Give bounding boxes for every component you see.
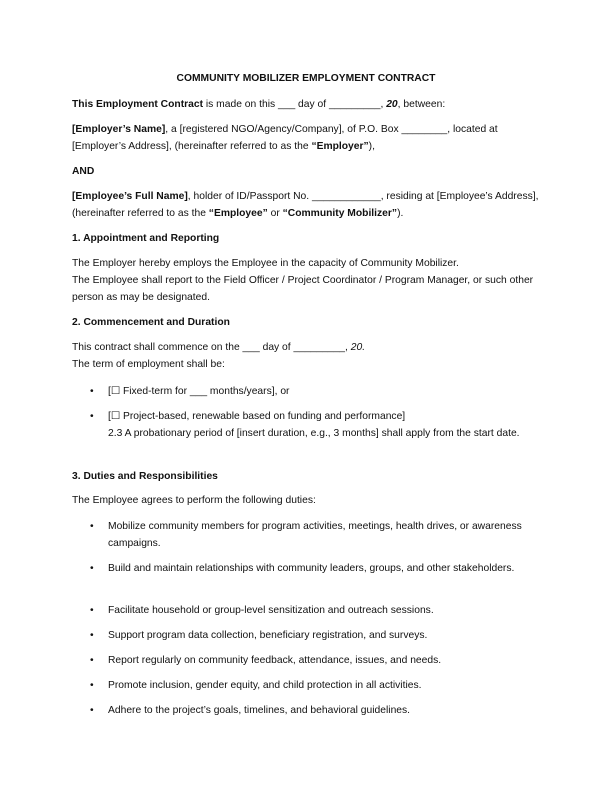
- section-2-line-1-text: This contract shall commence on the ___ day of _________,: [72, 342, 351, 353]
- employee-text-2: ).: [397, 208, 404, 219]
- duty-text: Build and maintain relationships with community leaders, groups, and other stakeholders.: [108, 563, 515, 574]
- term-option-fixed: [90, 383, 540, 400]
- duty-item: [90, 702, 540, 719]
- employee-text-1: , holder of ID/Passport No. ____________, residing at [Employee’s Address], (hereinafter referred to as the: [72, 191, 539, 219]
- intro-year: 20: [386, 99, 398, 110]
- employee-ref-1: “Employee”: [208, 208, 268, 219]
- bullet-icon: •: [90, 630, 94, 641]
- employer-ref: “Employer”: [311, 141, 369, 152]
- section-1-line-2: The Employee shall report to the Field Officer / Project Coordinator / Program Manager, or such other person as may be designated.: [72, 275, 534, 303]
- bullet-icon: •: [90, 521, 94, 532]
- section-2-line-2: The term of employment shall be:: [72, 359, 225, 370]
- section-3-heading: 3. Duties and Responsibilities: [72, 471, 218, 482]
- duty-text: Report regularly on community feedback, attendance, issues, and needs.: [108, 655, 442, 666]
- intro-text-1: is made on this ___ day of _________,: [203, 99, 387, 110]
- employee-ref-2: “Community Mobilizer”: [282, 208, 398, 219]
- employee-mid: or: [267, 208, 283, 219]
- duties-list-3: [90, 627, 540, 644]
- section-2-heading: 2. Commencement and Duration: [72, 317, 230, 328]
- duties-list-2: [90, 602, 540, 619]
- duties-list-6: [90, 702, 540, 719]
- duty-text: Promote inclusion, gender equity, and child protection in all activities.: [108, 680, 422, 691]
- employer-text-2: ),: [368, 141, 375, 152]
- and-separator: AND: [72, 166, 95, 177]
- term-options-list: [90, 383, 540, 400]
- duty-item: [90, 627, 540, 644]
- section-1-heading: 1. Appointment and Reporting: [72, 233, 220, 244]
- bullet-icon: •: [90, 605, 94, 616]
- probation-clause: 2.3 A probationary period of [insert duration, e.g., 3 months] shall apply from the start date.: [108, 428, 520, 439]
- intro-text-2: , between:: [397, 99, 446, 110]
- section-2-line-1: [72, 339, 542, 356]
- employer-text-1: , a [registered NGO/Agency/Company], of P.O. Box ________, located at [Employer’s Address], (hereinafter referred to as the: [72, 124, 498, 152]
- duty-text: Adhere to the project’s goals, timelines, and behavioral guidelines.: [108, 705, 411, 716]
- section-2-line-1-year: 20.: [350, 342, 366, 353]
- duty-item: [90, 560, 540, 577]
- term-options-list-2: [90, 408, 540, 442]
- duty-item: [90, 602, 540, 619]
- duties-list-4: [90, 652, 540, 669]
- employer-paragraph: [72, 121, 542, 155]
- term-option-project: [90, 408, 540, 442]
- duties-list-1: [90, 560, 540, 577]
- employee-name: [Employee’s Full Name]: [72, 191, 188, 202]
- document-title: COMMUNITY MOBILIZER EMPLOYMENT CONTRACT: [176, 73, 436, 84]
- duty-item: [90, 677, 540, 694]
- term-option-text: [☐ Fixed-term for ___ months/years], or: [108, 386, 290, 397]
- intro-paragraph: [72, 96, 542, 113]
- employer-name: [Employer’s Name]: [72, 124, 166, 135]
- section-3-intro: The Employee agrees to perform the following duties:: [72, 495, 316, 506]
- duty-text: Support program data collection, beneficiary registration, and surveys.: [108, 630, 428, 641]
- bullet-icon: •: [90, 563, 94, 574]
- bullet-icon: •: [90, 411, 94, 422]
- section-1-line-1: The Employer hereby employs the Employee in the capacity of Community Mobilizer.: [72, 258, 459, 269]
- duty-text: Mobilize community members for program activities, meetings, health drives, or awareness campaigns.: [108, 521, 522, 549]
- duty-item: [90, 652, 540, 669]
- intro-bold: This Employment Contract: [72, 99, 204, 110]
- duty-text: Facilitate household or group-level sensitization and outreach sessions.: [108, 605, 434, 616]
- bullet-icon: •: [90, 386, 94, 397]
- employee-paragraph: [72, 188, 542, 222]
- duty-item: [90, 518, 540, 552]
- duties-list-5: [90, 677, 540, 694]
- term-option-text: [☐ Project-based, renewable based on funding and performance]: [108, 411, 406, 422]
- bullet-icon: •: [90, 680, 94, 691]
- duties-list-0: [90, 518, 540, 552]
- bullet-icon: •: [90, 705, 94, 716]
- bullet-icon: •: [90, 655, 94, 666]
